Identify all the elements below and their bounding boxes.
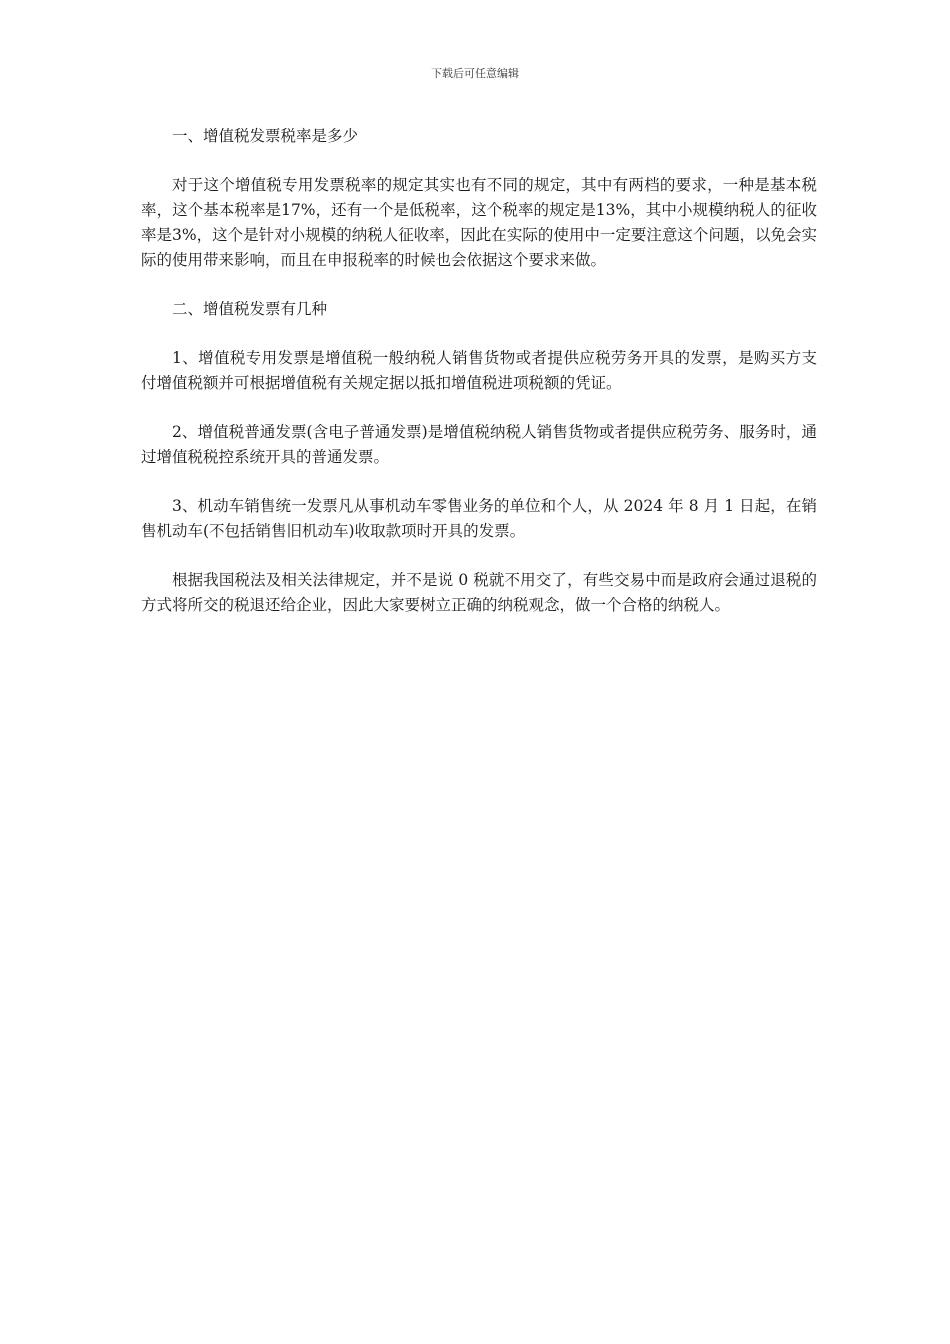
paragraph-tax-rate-details: 对于这个增值税专用发票税率的规定其实也有不同的规定，其中有两档的要求，一种是基本税率，这个基本税率是17%，还有一个是低税率，这个税率的规定是13%，其中小规模纳税人的征收率是3%，这个是针对小规模的纳税人征收率，因此在实际的使用中一定要注意这个问题，以免会实际的使用带来影响，而且在申报税率的时候也会依据这个要求来做。 [141, 176, 817, 269]
paragraph-special-invoice: 1、增值税专用发票是增值税一般纳税人销售货物或者提供应税劳务开具的发票，是购买方支付增值税额并可根据增值税有关规定据以抵扣增值税进项税额的凭证。 [141, 349, 817, 392]
header-note: 下载后可任意编辑 [431, 67, 519, 80]
document-body [141, 124, 817, 642]
paragraph-general-invoice: 2、增值税普通发票(含电子普通发票)是增值税纳税人销售货物或者提供应税劳务、服务时，通过增值税税控系统开具的普通发票。 [141, 423, 817, 466]
paragraph-vehicle-invoice: 3、机动车销售统一发票凡从事机动车零售业务的单位和个人，从 2024 年 8 月 1 日起，在销售机动车(不包括销售旧机动车)收取款项时开具的发票。 [141, 497, 817, 540]
paragraph-conclusion: 根据我国税法及相关法律规定，并不是说 0 税就不用交了，有些交易中而是政府会通过退税的方式将所交的税退还给企业，因此大家要树立正确的纳税观念，做一个合格的纳税人。 [141, 571, 817, 614]
section-heading-tax-rate: 一、增值税发票税率是多少 [172, 127, 359, 145]
section-heading-invoice-types: 二、增值税发票有几种 [172, 300, 328, 318]
